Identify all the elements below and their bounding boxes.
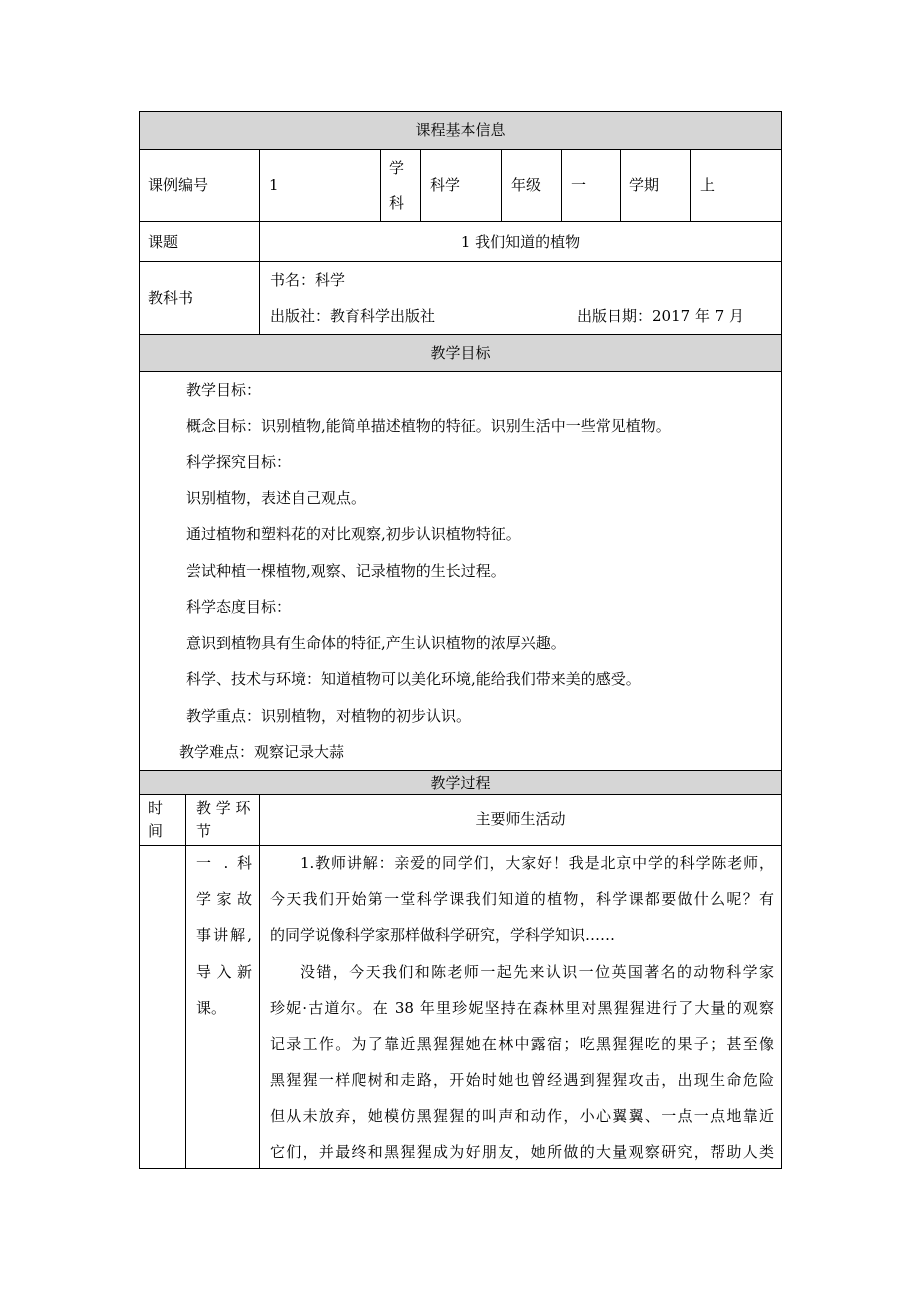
- goal-line: 教学难点：观察记录大蒜: [179, 743, 345, 761]
- goal-line: 概念目标：识别植物,能简单描述植物的特征。识别生活中一些常见植物。: [186, 417, 671, 435]
- topic-label: 课题: [148, 233, 179, 251]
- goal-line: 科学探究目标：: [186, 453, 292, 471]
- goal-line: 教学目标：: [186, 381, 262, 399]
- step-line: 学 家 故: [196, 890, 252, 908]
- term-label: 学期: [629, 176, 660, 194]
- activity-line: 它们，并最终和黑猩猩成为好朋友，她所做的大量观察研究，帮助人类: [270, 1143, 774, 1161]
- subject-value: 科学: [430, 176, 461, 194]
- col-step-line2: 节: [196, 822, 212, 840]
- col-time-line1: 时: [148, 799, 164, 817]
- col-time-line2: 间: [148, 822, 164, 840]
- step-line: 课。: [196, 999, 227, 1017]
- goal-line: 尝试种植一棵植物,观察、记录植物的生长过程。: [186, 562, 506, 580]
- step-line: 导 入 新: [196, 963, 252, 981]
- activity-line: 珍妮·古道尔。在 38 年里珍妮坚持在森林里对黑猩猩进行了大量的观察: [270, 999, 774, 1017]
- case-no-value: 1: [269, 176, 279, 194]
- subject-label-line2: 科: [389, 194, 405, 212]
- activity-line: 没错，今天我们和陈老师一起先来认识一位英国著名的动物科学家: [300, 963, 774, 981]
- publisher: 出版社：教育科学出版社: [270, 307, 436, 325]
- goal-line: 意识到植物具有生命体的特征,产生认识植物的浓厚兴趣。: [186, 634, 566, 652]
- term-value: 上: [700, 176, 716, 194]
- pub-date: 出版日期：2017 年 7 月: [577, 307, 745, 325]
- activity-line: 记录工作。为了靠近黑猩猩她在林中露宿；吃黑猩猩吃的果子；甚至像: [270, 1035, 774, 1053]
- book-name: 书名：科学: [270, 271, 346, 289]
- textbook-label: 教科书: [148, 289, 194, 307]
- goal-line: 教学重点：识别植物，对植物的初步认识。: [186, 707, 472, 725]
- activity-line: 黑猩猩一样爬树和走路，开始时她也曾经遇到猩猩攻击，出现生命危险: [270, 1071, 774, 1089]
- activity-line: 1.教师讲解：亲爱的同学们，大家好！我是北京中学的科学陈老师，: [300, 854, 774, 872]
- col-step-line1: 教 学 环: [196, 799, 251, 817]
- process-header: 教学过程: [430, 774, 491, 792]
- basic-info-header: 课程基本信息: [415, 121, 506, 139]
- goal-line: 通过植物和塑料花的对比观察,初步认识植物特征。: [186, 525, 521, 543]
- step-line: 事讲解,: [196, 926, 252, 944]
- goal-line: 科学、技术与环境：知道植物可以美化环境,能给我们带来美的感受。: [186, 670, 641, 688]
- topic-value: 1 我们知道的植物: [460, 233, 581, 251]
- activity-line: 的同学说像科学家那样做科学研究，学科学知识……: [270, 926, 616, 944]
- grade-value: 一: [571, 176, 587, 194]
- subject-label-line1: 学: [389, 159, 405, 177]
- activity-line: 但从未放弃，她模仿黑猩猩的叫声和动作，小心翼翼、一点一点地靠近: [270, 1107, 774, 1125]
- goal-line: 科学态度目标：: [186, 598, 292, 616]
- activity-line: 今天我们开始第一堂科学课我们知道的植物，科学课都要做什么呢？有: [270, 890, 774, 908]
- goal-line: 识别植物，表述自己观点。: [186, 489, 367, 507]
- col-activity: 主要师生活动: [475, 810, 566, 828]
- goals-header: 教学目标: [430, 344, 491, 362]
- grade-label: 年级: [511, 176, 542, 194]
- case-no-label: 课例编号: [148, 176, 209, 194]
- step-line: 一 . 科: [196, 854, 252, 872]
